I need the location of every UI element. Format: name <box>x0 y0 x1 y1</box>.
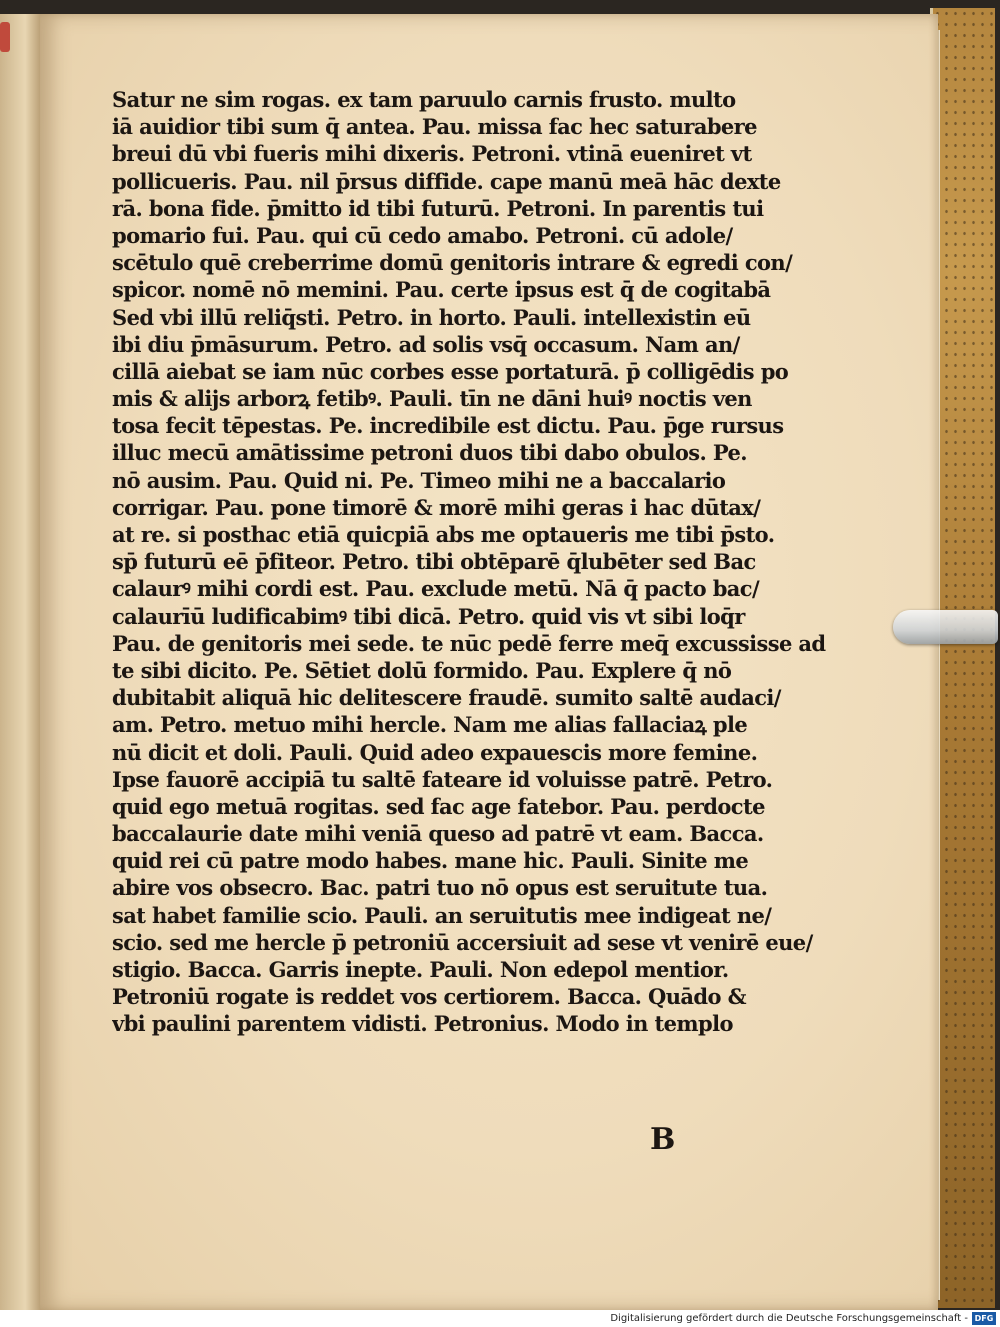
text-line: Pau. de genitoris mei sede. te nūc pedē ferre meq̄ excussisse ad <box>112 630 826 656</box>
signature-mark: B <box>650 1122 676 1157</box>
page-text-block <box>112 86 832 1038</box>
text-line: spicor. nomē nō memini. Pau. certe ipsus est q̄ de cogitabā <box>112 277 771 303</box>
text-line: mis & alijs arborꝝ fetibꝰ. Pauli. tīn ne dāni huiꝰ noctis ven <box>112 386 752 412</box>
text-line: vbi paulini parentem vidisti. Petronius. Modo in templo <box>112 1011 733 1037</box>
text-line: calaurꝰ mihi cordi est. Pau. exclude metū. Nā q̄ pacto bac/ <box>112 576 760 602</box>
text-line: scētulo quē creberrime domū genitoris intrare & egredi con/ <box>112 250 793 276</box>
text-line: corrigar. Pau. pone timorē & morē mihi geras i hac dūtax/ <box>112 494 761 520</box>
text-line: Petroniū rogate is reddet vos certiorem. Bacca. Quādo & <box>112 984 746 1010</box>
left-ribbon-marker <box>0 22 10 52</box>
text-line: abire vos obsecro. Bac. patri tuo nō opus est seruitute tua. <box>112 875 768 901</box>
text-line: pollicueris. Pau. nil p̄rsus diffide. cape manū meā hāc dexte <box>112 168 781 194</box>
text-line: Satur ne sim rogas. ex tam paruulo carnis frusto. multo <box>112 87 736 112</box>
text-line: at re. si posthac etiā quicpiā abs me optaueris me tibi p̄sto. <box>112 522 775 547</box>
text-line: dubitabit aliquā hic delitescere fraudē. sumito saltē audaci/ <box>112 685 781 711</box>
text-line: nū dicit et doli. Pauli. Quid adeo expauescis more femine. <box>112 739 758 765</box>
footer-bar <box>0 1310 1000 1327</box>
text-line: illuc mecū amātissime petroni duos tibi dabo obulos. Pe. <box>112 440 747 466</box>
text-line: pomario fui. Pau. qui cū cedo amabo. Petroni. cū adole/ <box>112 222 733 248</box>
text-line: Ipse fauorē accipiā tu saltē fateare id voluisse patrē. Petro. <box>112 766 773 792</box>
dfg-logo-icon: DFG <box>972 1312 996 1325</box>
text-line: cillā aiebat se iam nūc corbes esse portaturā. p̄ colligēdis po <box>112 358 789 384</box>
left-page-edge <box>0 14 42 1310</box>
text-line: am. Petro. metuo mihi hercle. Nam me alias fallaciaꝝ ple <box>112 712 748 738</box>
text-line: quid rei cū patre modo habes. mane hic. Pauli. Sinite me <box>112 848 749 874</box>
text-line: ibi diu p̄māsurum. Petro. ad solis vsq̄ occasum. Nam an/ <box>112 331 740 357</box>
text-line: Sed vbi illū reliq̄sti. Petro. in horto. Pauli. intellexistin eū <box>112 304 751 330</box>
text-line: scio. sed me hercle p̄ petroniū accersiuit ad sese vt venirē eue/ <box>112 929 813 955</box>
text-line: te sibi dicito. Pe. Sētiet dolū formido. Pau. Explere q̄ nō <box>112 657 732 683</box>
text-line: iā auidior tibi sum q̄ antea. Pau. missa fac hec saturabere <box>112 114 757 140</box>
text-line: calaurīū ludificabimꝰ tibi dicā. Petro. quid vis vt sibi loq̄r <box>112 603 745 629</box>
page-clip <box>893 610 998 644</box>
text-line: rā. bona fide. p̄mitto id tibi futurū. Petroni. In parentis tui <box>112 195 764 221</box>
digitization-credit: Digitalisierung gefördert durch die Deutsche Forschungsgemeinschaft - <box>610 1313 968 1324</box>
text-line: tosa fecit tēpestas. Pe. incredibile est dictu. Pau. p̄ge rursus <box>112 413 784 439</box>
text-line: quid ego metuā rogitas. sed fac age fatebor. Pau. perdocte <box>112 793 765 819</box>
text-line: sp̄ futurū eē p̄fiteor. Petro. tibi obtēparē q̄lubēter sed Bac <box>112 549 756 575</box>
text-line: breui dū vbi fueris mihi dixeris. Petroni. vtinā eueniret vt <box>112 141 752 167</box>
text-line: baccalaurie date mihi veniā queso ad patrē vt eam. Bacca. <box>112 821 764 847</box>
text-line: nō ausim. Pau. Quid ni. Pe. Timeo mihi ne a baccalario <box>112 467 726 493</box>
text-line: sat habet familie scio. Pauli. an seruitutis mee indigeat ne/ <box>112 902 772 928</box>
text-line: stigio. Bacca. Garris inepte. Pauli. Non edepol mentior. <box>112 957 729 982</box>
